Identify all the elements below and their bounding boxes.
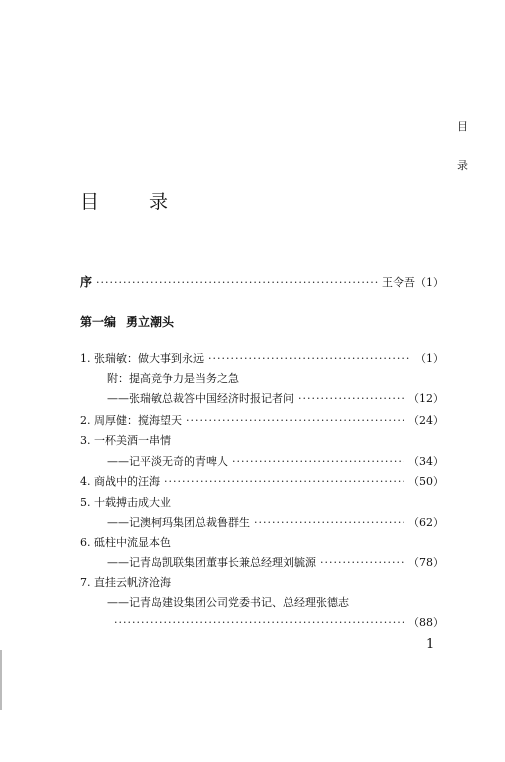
toc-page: （62） bbox=[408, 516, 444, 529]
toc-entry[interactable]: 3. 一杯美酒一串情 bbox=[80, 434, 171, 447]
title-char-1: 目 bbox=[80, 191, 100, 213]
toc-page: （1） bbox=[415, 352, 444, 365]
toc-subentry[interactable]: ——记青岛建设集团公司党委书记、总经理张德志 bbox=[107, 596, 349, 609]
leader-dots bbox=[298, 392, 404, 406]
toc-label: ——张瑞敏总裁答中国经济时报记者问 bbox=[107, 392, 294, 405]
section-name: 勇立潮头 bbox=[126, 315, 175, 329]
toc-entry[interactable] bbox=[107, 516, 444, 530]
leader-dots bbox=[208, 352, 411, 366]
toc-page: （24） bbox=[408, 414, 444, 427]
toc-entry[interactable] bbox=[107, 556, 444, 570]
toc-entry[interactable] bbox=[107, 455, 444, 469]
toc-label: ——记澳柯玛集团总裁鲁群生 bbox=[107, 516, 250, 529]
title-char-2: 录 bbox=[149, 191, 169, 213]
toc-entry[interactable]: 6. 砥柱中流显本色 bbox=[80, 536, 171, 549]
toc-page: （50） bbox=[408, 475, 444, 488]
toc-entry[interactable]: 5. 十载搏击成大业 bbox=[80, 496, 171, 509]
leader-dots bbox=[232, 455, 404, 469]
toc-entry[interactable] bbox=[110, 616, 444, 630]
toc-label: 1. 张瑞敏：做大事到永远 bbox=[80, 352, 204, 365]
toc-author-page: 王令吾（1） bbox=[382, 276, 444, 289]
scan-edge-mark bbox=[0, 650, 2, 710]
section-heading bbox=[80, 313, 174, 330]
leader-dots bbox=[186, 414, 404, 428]
toc-entry[interactable] bbox=[107, 392, 444, 406]
toc-entry[interactable] bbox=[80, 475, 444, 489]
leader-dots bbox=[320, 556, 404, 570]
page-title bbox=[80, 187, 168, 214]
leader-dots bbox=[254, 516, 404, 530]
toc-entry[interactable]: 7. 直挂云帆济沧海 bbox=[80, 576, 171, 589]
toc-label: ——记平淡无奇的青啤人 bbox=[107, 455, 228, 468]
toc-entry[interactable] bbox=[80, 352, 444, 366]
side-header-char-2: 录 bbox=[457, 159, 468, 172]
leader-dots bbox=[114, 616, 404, 630]
toc-entry[interactable] bbox=[80, 414, 444, 428]
toc-label: ——记青岛凯联集团董事长兼总经理刘毓源 bbox=[107, 556, 316, 569]
toc-page: （78） bbox=[408, 556, 444, 569]
toc-page: （34） bbox=[408, 455, 444, 468]
toc-subentry[interactable]: 附：提高竞争力是当务之急 bbox=[107, 372, 239, 385]
toc-page: （88） bbox=[408, 616, 444, 629]
toc-label: 序 bbox=[80, 275, 93, 289]
toc-label: 4. 商战中的汪海 bbox=[80, 475, 160, 488]
leader-dots bbox=[164, 475, 404, 489]
toc-label: 2. 周厚健：搅海望天 bbox=[80, 414, 182, 427]
side-header-char-1: 目 bbox=[457, 120, 468, 133]
toc-page: （12） bbox=[408, 392, 444, 405]
leader-dots bbox=[96, 276, 378, 290]
toc-preface[interactable] bbox=[80, 275, 444, 290]
section-number: 第一编 bbox=[80, 315, 117, 329]
page-number: 1 bbox=[426, 637, 435, 652]
